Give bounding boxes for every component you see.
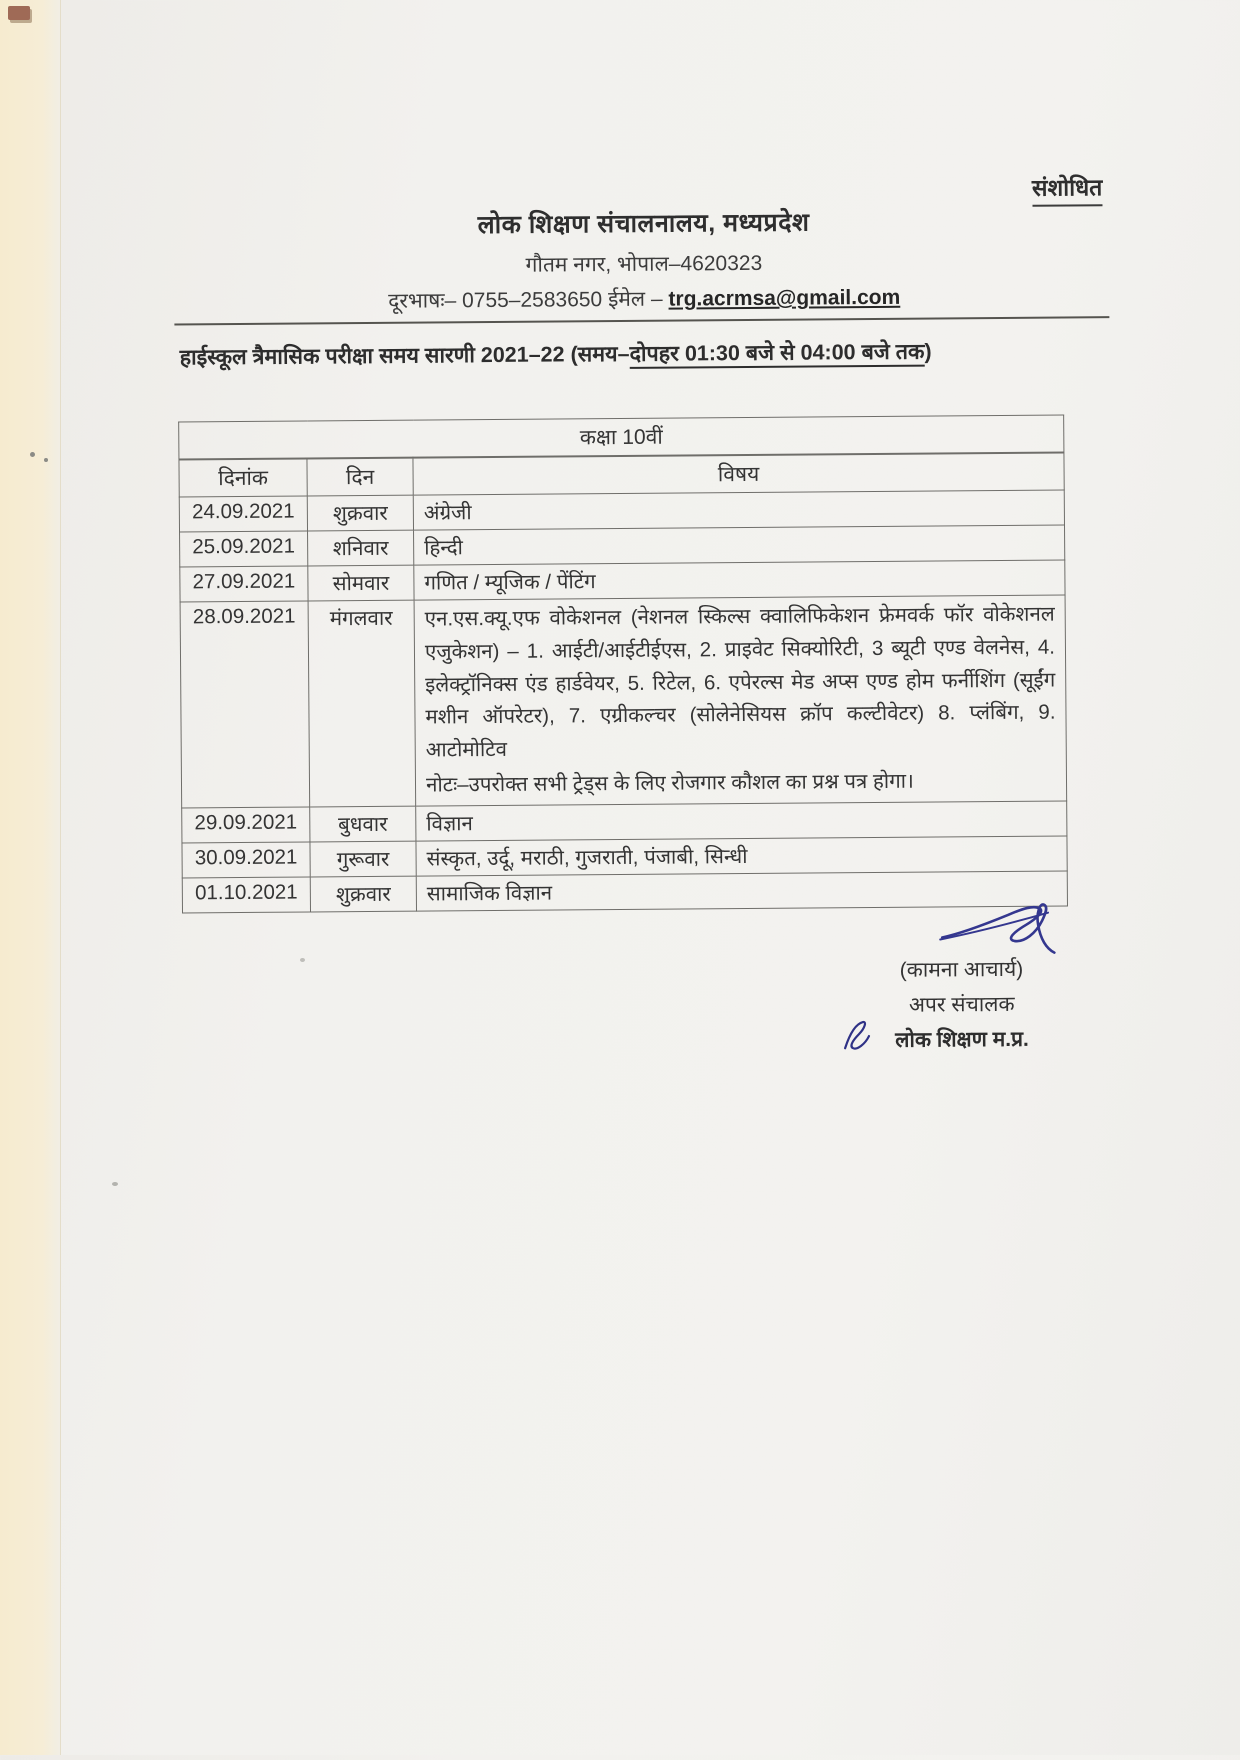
exam-day: बुधवार [310,806,416,842]
signatory-organization-text: लोक शिक्षण म.प्र. [895,1027,1029,1052]
exam-date: 30.09.2021 [182,842,310,878]
exam-day: गुरूवार [310,841,416,877]
exam-day: शुक्रवार [307,495,413,531]
organization-address: गौतम नगर, भोपाल–4620323 [525,251,763,277]
exam-subject: अंग्रेजी [413,490,1064,530]
exam-subject [414,595,1067,806]
column-header-day: दिन [307,458,413,496]
exam-schedule-table [178,415,1068,914]
column-header-subject: विषय [413,453,1064,496]
exam-subject-text: एन.एस.क्यू.एफ वोकेशनल (नेशनल स्किल्स क्वालिफिकेशन फ्रेमवर्क फॉर वोकेशनल एजुकेशन) – 1. आईटी/आईटीईएस, 2. प्राइवेट सिक्योरिटी, 3 ब्यूटी एण्ड वेलनेस, 4. इलेक्ट्रॉनिक्स एंड हार्डवेयर, 5. रिटेल, 6. एपेरल्स मेड अप्स एण्ड होम फर्नीशिंग (सूईंग मशीन ऑपरेटर), 7. एग्रीकल्चर (सोलेनेसियस क्रॉप कल्टीवेटर) 8. प्लंबिंग, 9. आटोमोटिव [424,602,1056,762]
email-address: trg.acrmsa@gmail.com [668,285,901,311]
title-time-suffix: ) [924,339,932,364]
exam-date: 25.09.2021 [180,531,308,567]
title-text: हाईस्कूल त्रैमासिक परीक्षा समय सारणी 2021–22 [179,342,565,370]
signature-block [816,898,1107,1054]
signatory-designation: अपर संचालक [908,992,1015,1017]
document-title [180,336,1090,372]
title-time-prefix: (समय– [570,341,630,367]
exam-day: सोमवार [308,565,414,601]
exam-subject: विज्ञान [416,801,1067,841]
exam-subject: हिन्दी [414,525,1065,565]
table-row [180,595,1067,808]
exam-subject: गणित / म्यूजिक / पेंटिंग [414,560,1065,600]
column-header-date: दिनांक [179,458,307,497]
phone-label: दूरभाषः– 0755–2583650 ईमेल – [388,287,663,313]
letterhead [128,202,1159,317]
exam-date: 28.09.2021 [180,601,310,808]
signatory-name: (कामना आचार्य) [899,957,1024,982]
exam-date: 24.09.2021 [179,496,307,532]
signatory-organization [817,1024,1107,1054]
exam-date: 27.09.2021 [180,566,308,602]
exam-day: शनिवार [308,530,414,566]
exam-day: मंगलवार [308,600,416,807]
organization-name: लोक शिक्षण संचालनालय, मध्यप्रदेश [477,208,810,240]
exam-day: शुक्रवार [310,876,416,912]
revision-label: संशोधित [1032,170,1103,207]
exam-date: 29.09.2021 [182,807,310,843]
table-caption: कक्षा 10वीं [179,415,1064,459]
title-time-range: दोपहर 01:30 बजे से 04:00 बजे तक [629,340,924,369]
exam-subject: सामाजिक विज्ञान [416,871,1067,911]
exam-subject: संस्कृत, उर्दू, मराठी, गुजराती, पंजाबी, सिन्धी [416,836,1067,876]
letterhead-divider [174,316,1109,325]
signature-ink-icon [936,899,1066,958]
organization-contact [129,281,1159,317]
exam-date: 01.10.2021 [182,877,310,913]
exam-subject-note: नोटः–उपरोक्त सभी ट्रेड्स के लिए रोजगार कौशल का प्रश्न पत्र होगा। [425,769,914,797]
signature-initial-icon [839,1018,873,1054]
